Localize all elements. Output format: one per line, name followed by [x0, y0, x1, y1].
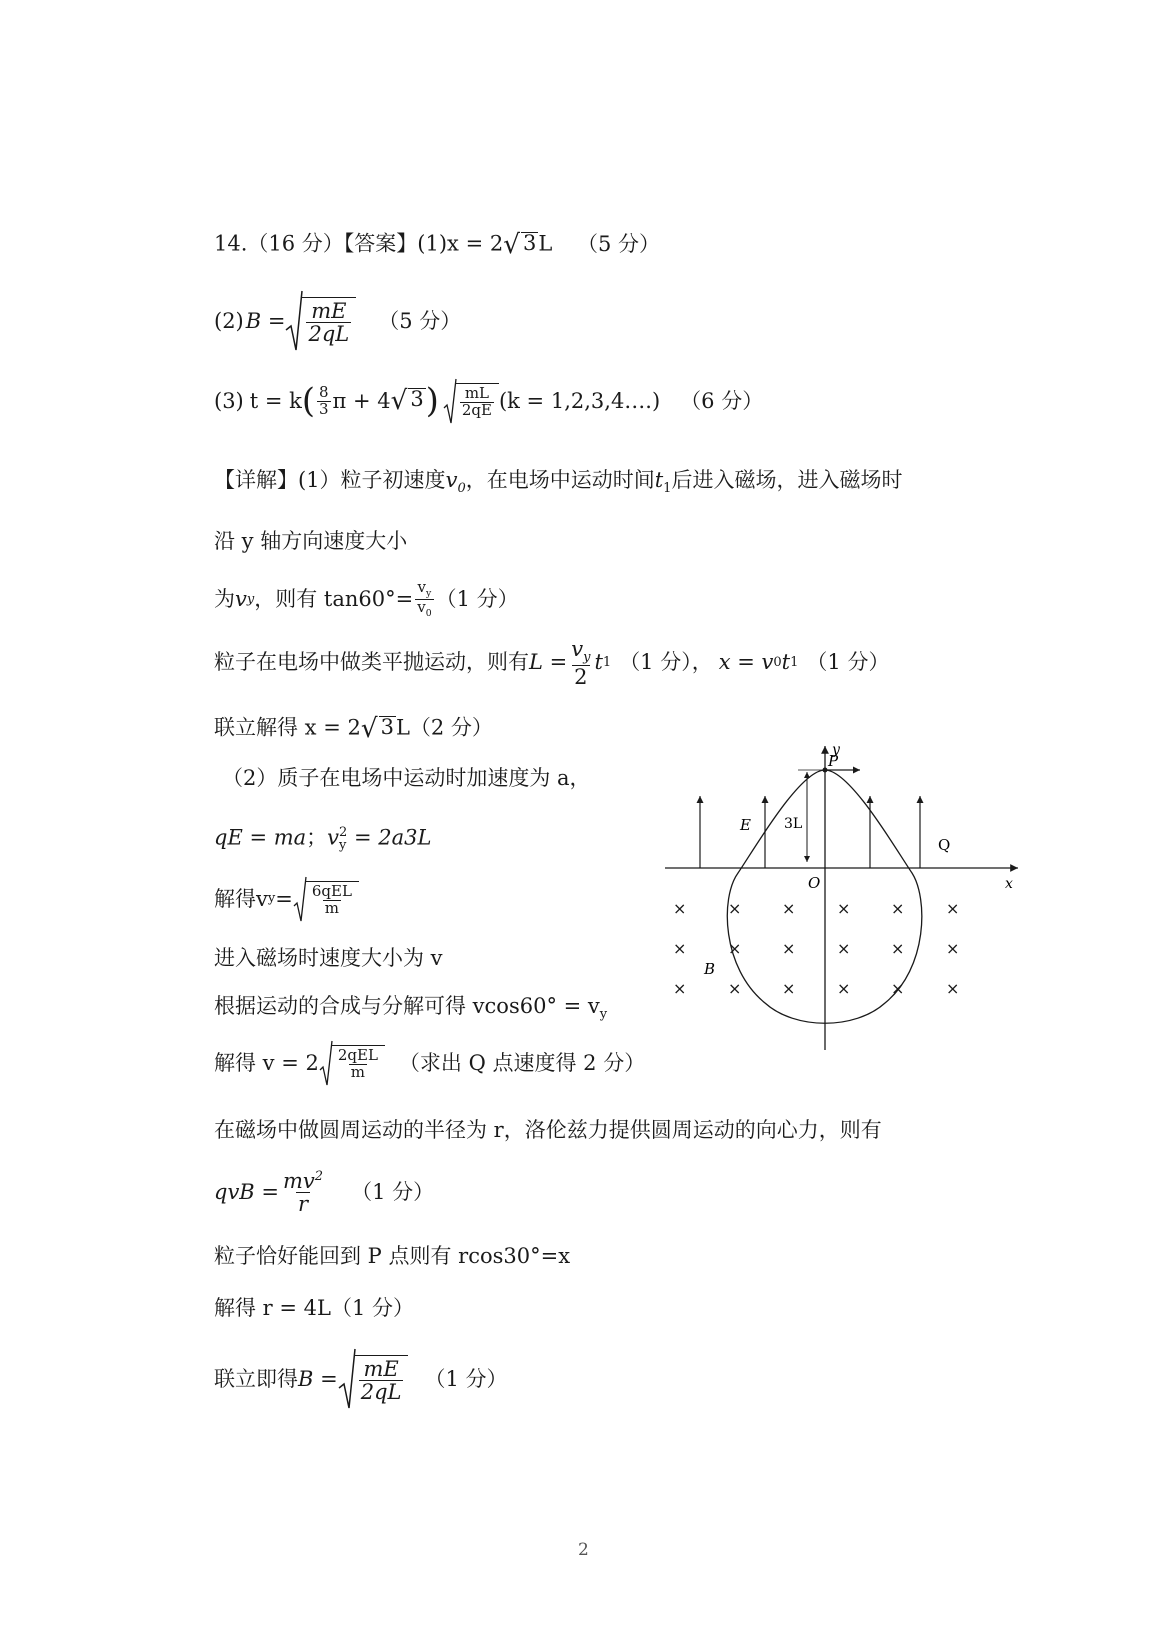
- label-b: B: [704, 960, 716, 978]
- right-paren: ): [425, 381, 439, 421]
- fraction-8-3: $\frac{8}{3}$: [318, 382, 329, 418]
- cross-mark: ×: [891, 899, 905, 918]
- cross-mark: ×: [728, 939, 742, 958]
- cross-mark: ×: [782, 979, 796, 998]
- detail-line-11: 解得 v = 2 $\frac{\text{2qEL}}{m}$ （求出 Q 点速度得 2 分）: [214, 1040, 645, 1086]
- label-3L: 3L: [784, 816, 803, 832]
- detail-line-1: 【详解】(1）粒子初速度$v_0$，在电场中运动时间$t_1$后进入磁场，进入磁场时: [214, 468, 903, 497]
- cross-mark: ×: [946, 979, 960, 998]
- detail-line-4: 粒子在电场中做类平抛运动，则有 L = $\frac{v_y}{2}$ t 1 （1 分）， x = v 0 t 1 （1 分）: [214, 637, 890, 689]
- question-number: 14.（16 分）: [214, 231, 344, 256]
- part-1-unit: L: [538, 231, 553, 256]
- part-2-lhs: B =: [245, 308, 286, 333]
- detail-line-12: 在磁场中做圆周运动的半径为 r，洛伦兹力提供圆周运动的向心力，则有: [214, 1118, 882, 1142]
- left-paren: (: [301, 381, 315, 421]
- part-3-t: t = k: [249, 388, 302, 413]
- pi-term: π + 4: [332, 388, 391, 413]
- part-1-score: （5 分）: [576, 231, 660, 256]
- detail-line-8: 解得 v y = $\frac{\text{6qEL}}{m}$: [214, 876, 359, 922]
- detail-line-3: 为 v y ，则有 tan60°= $\frac{v_y}{v_0}$ （1 分）: [214, 578, 519, 619]
- cross-mark: ×: [891, 939, 905, 958]
- detail-line-13: qvB = $\frac{mv^2}{r}$ （1 分）: [214, 1169, 435, 1217]
- point-p: [823, 768, 828, 773]
- label-o: O: [808, 874, 821, 892]
- cross-mark: ×: [782, 939, 796, 958]
- label-p: P: [828, 752, 839, 770]
- cross-mark: ×: [728, 899, 742, 918]
- k-values: (k = 1,2,3,4….): [498, 388, 661, 413]
- field-diagram: [660, 738, 1020, 1053]
- cross-mark: ×: [946, 939, 960, 958]
- detail-line-7: qE = ma；v 2 y = 2a3L: [214, 825, 432, 854]
- detail-line-9: 进入磁场时速度大小为 v: [214, 946, 443, 970]
- part-3-score: （6 分）: [680, 388, 764, 413]
- sqrt-mL-2qE: $\frac{mL}{2qE}$: [443, 378, 499, 424]
- cross-mark: ×: [837, 939, 851, 958]
- cross-mark: ×: [673, 979, 687, 998]
- cross-mark: ×: [837, 899, 851, 918]
- cross-mark: ×: [728, 979, 742, 998]
- detail-line-14: 粒子恰好能回到 P 点则有 rcos30°=x: [214, 1244, 571, 1268]
- cross-mark: ×: [837, 979, 851, 998]
- cross-mark: ×: [673, 899, 687, 918]
- answer-tag: 【答案】: [343, 231, 418, 256]
- answer-3-line: [214, 378, 763, 424]
- detail-line-2: 沿 y 轴方向速度大小: [214, 529, 408, 553]
- part-1-expr: x = 2: [447, 231, 504, 256]
- label-e: E: [740, 816, 751, 834]
- detail-line-15: 解得 r = 4L（1 分）: [214, 1296, 415, 1320]
- part-3-label: (3): [214, 388, 244, 413]
- cross-mark: ×: [673, 939, 687, 958]
- page-number: 2: [578, 1540, 589, 1560]
- cross-mark: ×: [891, 979, 905, 998]
- detail-line-5: 联立解得 x = 2 √ 3 L（2 分）: [214, 714, 493, 744]
- sqrt-fraction: $\frac{mE}{2qL}$: [285, 290, 356, 352]
- part-2-score: （5 分）: [378, 308, 462, 333]
- magnetic-field-crosses: [673, 899, 959, 998]
- cross-mark: ×: [946, 899, 960, 918]
- part-1-label: (1): [417, 231, 448, 256]
- detail-line-10: 根据运动的合成与分解可得 $vcos60^\circ = v_y$: [214, 994, 608, 1023]
- sqrt-3b: √ 3: [390, 385, 424, 416]
- cross-mark: ×: [782, 899, 796, 918]
- label-x: x: [1005, 876, 1013, 892]
- answer-1-line: [214, 232, 660, 258]
- detail-line-16: 联立即得 B = $\frac{mE}{2qL}$ （1 分）: [214, 1348, 508, 1410]
- answer-2-line: [214, 290, 461, 352]
- label-y: y: [832, 742, 840, 758]
- sqrt-3: √ 3: [503, 230, 537, 260]
- detail-line-6: （2）质子在电场中运动时加速度为 a，: [222, 766, 591, 790]
- label-q: Q: [938, 836, 951, 854]
- part-2-label: (2): [214, 308, 244, 333]
